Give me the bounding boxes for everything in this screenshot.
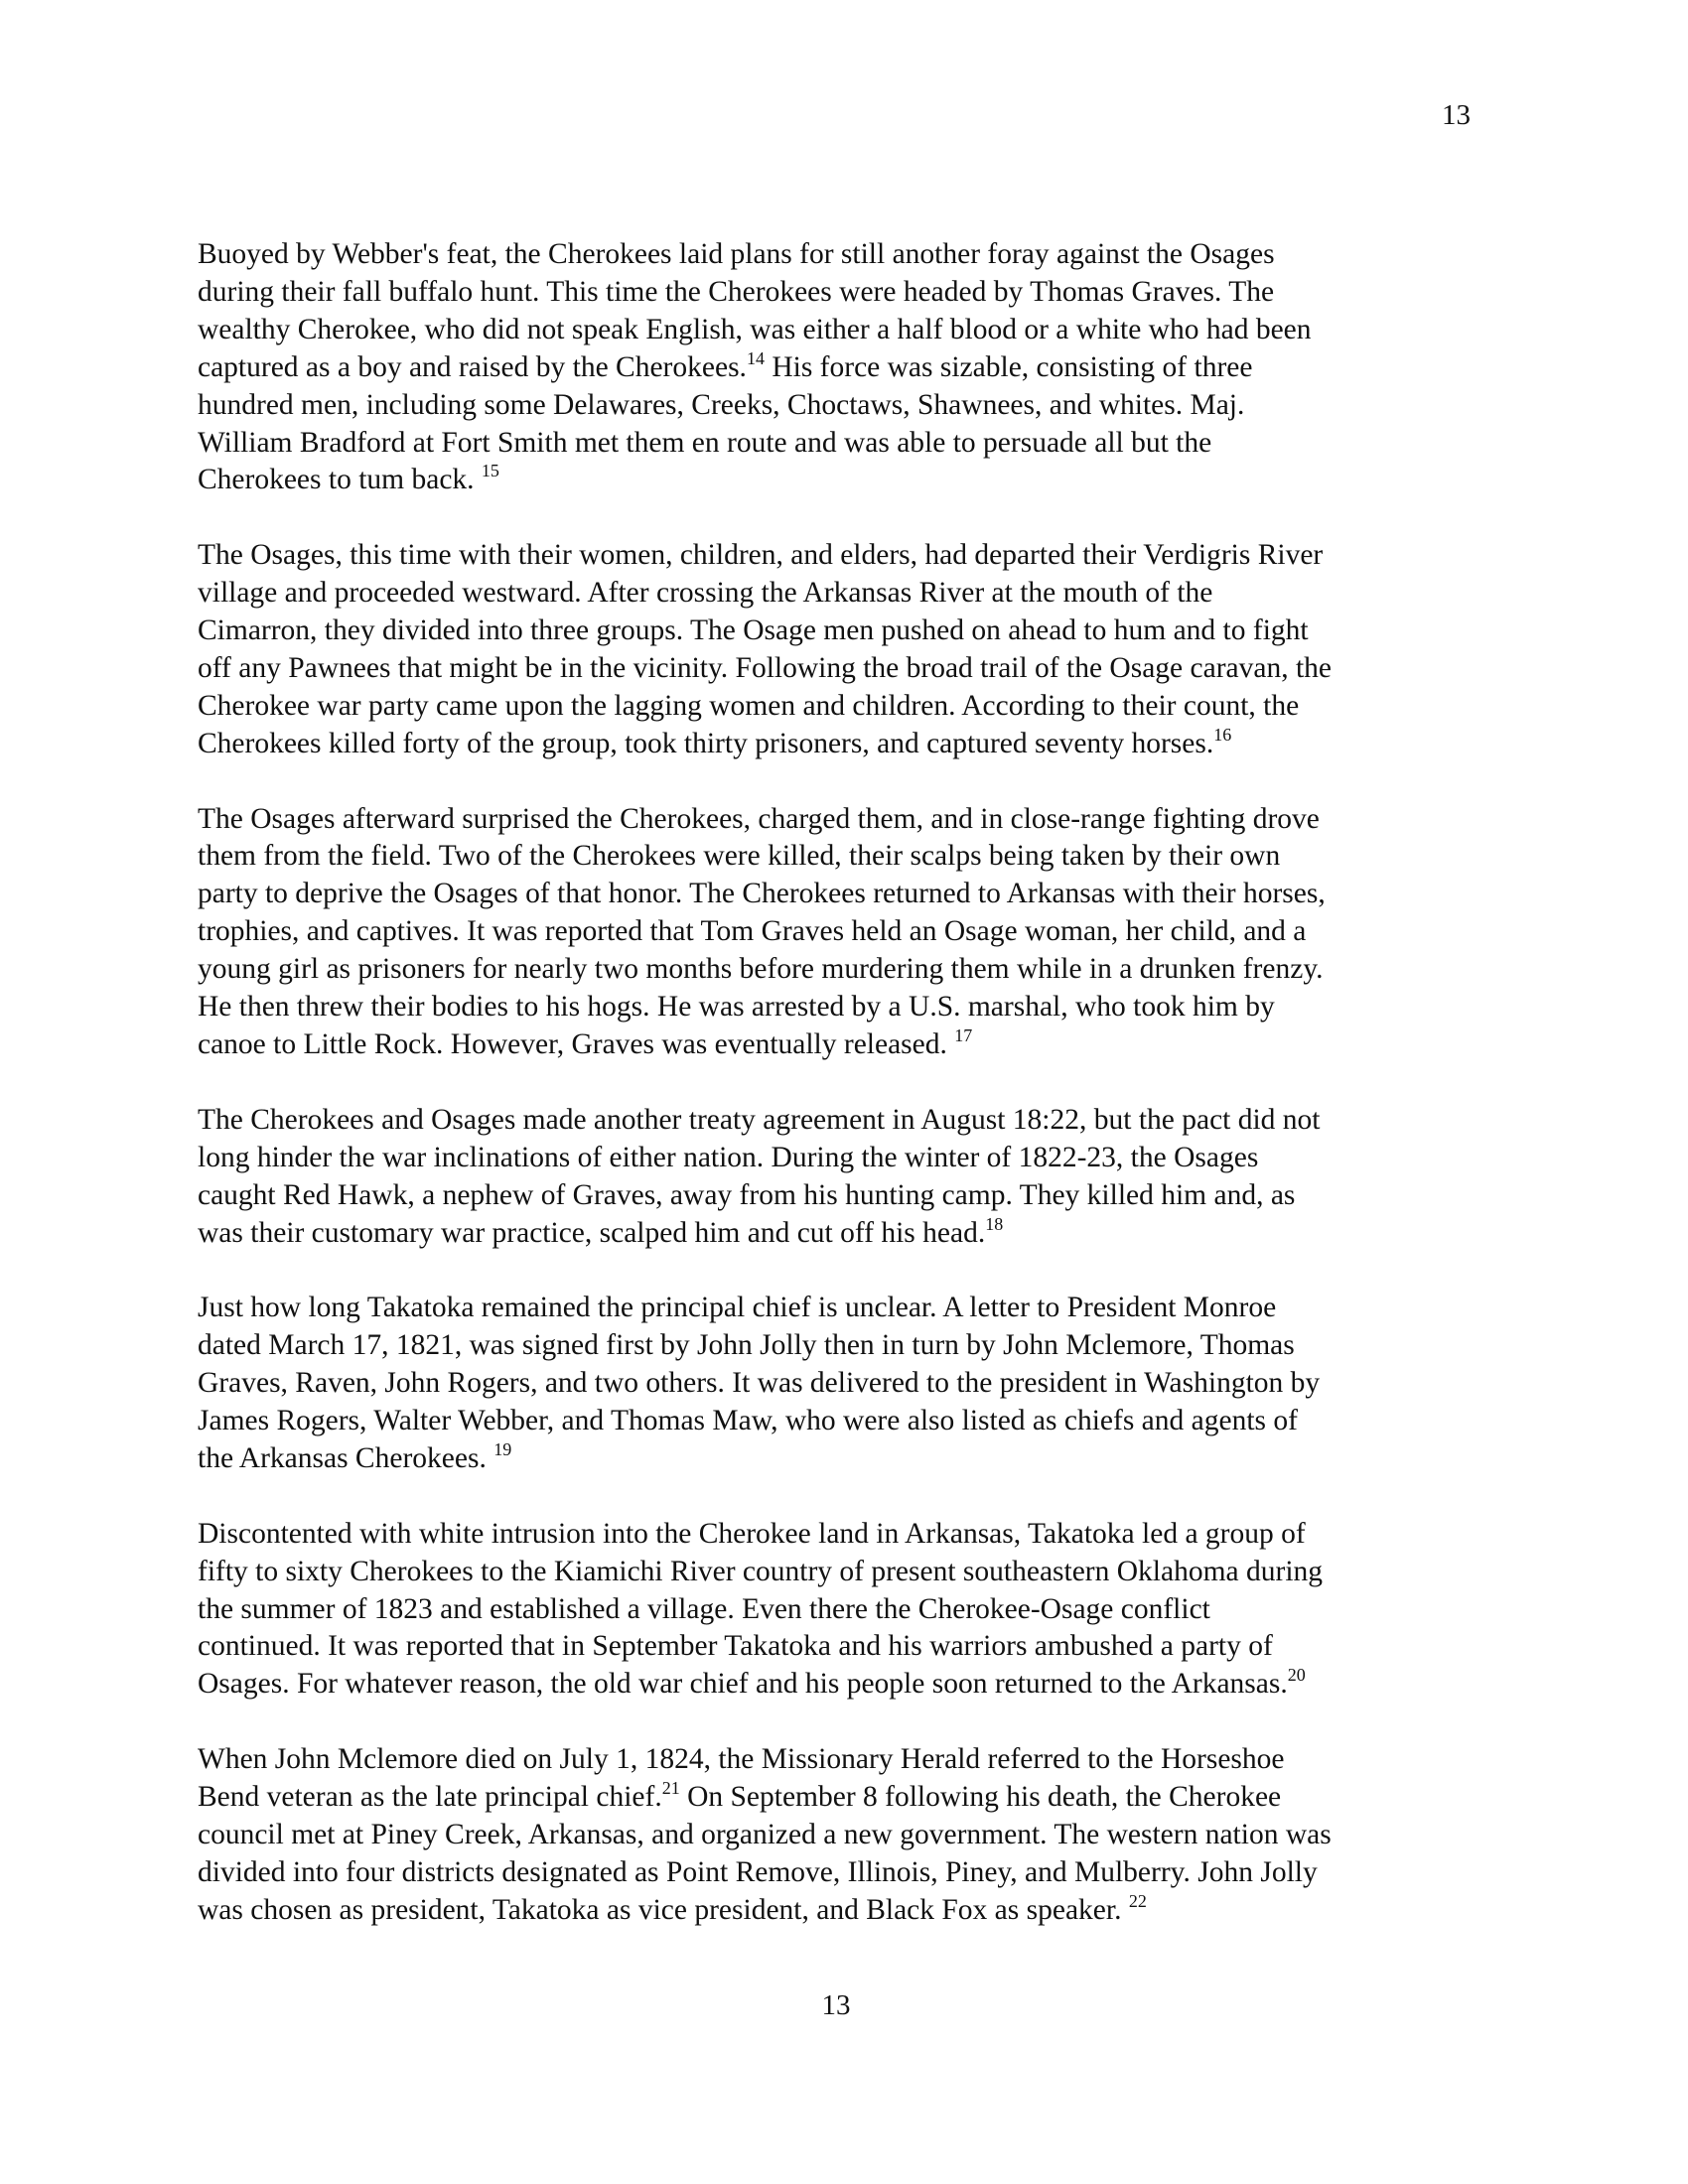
paragraph [198,1102,1332,1253]
line-text: party to deprive the Osages of that honor. The Cherokees returned to Arkansas with their horses, [198,878,1326,910]
line-text: Bend veteran as the late principal chief. [198,1781,662,1814]
line-text: He then threw their bodies to his hogs. He was arrested by a U.S. marshal, who took him by [198,991,1275,1024]
text-line [198,1516,1332,1554]
paragraph [198,236,1332,499]
line-text: The Osages afterward surprised the Cherokees, charged them, and in close-range fighting drove [198,802,1320,835]
text-line [198,1854,1332,1892]
text-line [198,1215,1332,1253]
footnote-reference: 20 [1287,1665,1306,1686]
line-text: the summer of 1823 and established a village. Even there the Cherokee-Osage conflict [198,1592,1210,1625]
line-text: canoe to Little Rock. However, Graves was eventually released. [198,1028,955,1060]
text-line [198,236,1332,274]
text-line [198,913,1332,951]
line-text: dated March 17, 1821, was signed first by John Jolly then in turn by John Mclemore, Thomas [198,1329,1295,1362]
text-line [198,1741,1332,1779]
text-line [198,1779,1332,1817]
text-line [198,274,1332,312]
footnote-reference: 16 [1213,724,1232,745]
line-text: When John Mclemore died on July 1, 1824, the Missionary Herald referred to the Horseshoe [198,1743,1285,1776]
text-line [198,349,1332,387]
line-text: Buoyed by Webber's feat, the Cherokees laid plans for still another foray against the Osages [198,238,1275,270]
footnote-reference: 22 [1128,1890,1147,1911]
line-text-continued: On September 8 following his death, the Cherokee [679,1781,1282,1814]
text-line [198,989,1332,1026]
text-line [198,1666,1332,1704]
line-text: hundred men, including some Delawares, Creeks, Choctaws, Shawnees, and whites. Maj. [198,388,1245,421]
text-line [198,1140,1332,1177]
line-text: was their customary war practice, scalped him and cut off his head. [198,1216,986,1249]
line-text: The Osages, this time with their women, children, and elders, had departed their Verdigris River [198,539,1324,572]
line-text: James Rogers, Walter Webber, and Thomas Maw, who were also listed as chiefs and agents of [198,1405,1298,1437]
footnote-reference: 19 [493,1438,512,1459]
text-line [198,1817,1332,1854]
line-text: council met at Piney Creek, Arkansas, and organized a new government. The western nation was [198,1818,1332,1850]
footnote-reference: 21 [661,1778,680,1799]
text-line [198,801,1332,839]
line-text: divided into four districts designated as Point Remove, Illinois, Piney, and Mulberry. John Jolly [198,1855,1318,1888]
line-text: William Bradford at Fort Smith met them en route and was able to persuade all but the [198,426,1212,459]
line-text: young girl as prisoners for nearly two months before murdering them while in a drunken frenzy. [198,953,1324,986]
paragraph [198,1290,1332,1478]
line-text: Osages. For whatever reason, the old war chief and his people soon returned to the Arkansas. [198,1668,1288,1701]
line-text: was chosen as president, Takatoka as vice president, and Black Fox as speaker. [198,1893,1129,1926]
text-line [198,1403,1332,1440]
text-line [198,650,1332,688]
text-line [198,726,1332,763]
text-line [198,425,1332,463]
footnote-reference: 17 [954,1025,973,1045]
line-text: continued. It was reported that in September Takatoka and his warriors ambushed a party of [198,1630,1273,1663]
page-number-top: 13 [1442,99,1471,131]
line-text: Cimarron, they divided into three groups. The Osage men pushed on ahead to hum and to fight [198,614,1309,647]
line-text: captured as a boy and raised by the Cherokees. [198,350,747,383]
line-text: off any Pawnees that might be in the vicinity. Following the broad trail of the Osage caravan, the [198,651,1333,684]
line-text: the Arkansas Cherokees. [198,1441,494,1474]
text-line [198,1591,1332,1629]
line-text: them from the field. Two of the Cherokees were killed, their scalps being taken by their own [198,840,1281,873]
text-line [198,537,1332,575]
line-text: caught Red Hawk, a nephew of Graves, away from his hunting camp. They killed him and, as [198,1178,1296,1211]
text-line [198,575,1332,613]
line-text-continued: His force was sizable, consisting of three [764,350,1253,383]
text-line [198,1290,1332,1327]
text-line [198,1554,1332,1591]
line-text: village and proceeded westward. After crossing the Arkansas River at the mouth of the [198,577,1213,610]
text-line [198,1327,1332,1365]
text-line [198,1440,1332,1478]
text-line [198,312,1332,349]
text-line [198,876,1332,913]
text-line [198,1628,1332,1666]
text-line [198,951,1332,989]
line-text: during their fall buffalo hunt. This time the Cherokees were headed by Thomas Graves. The [198,275,1275,308]
document-body [198,236,1332,1968]
footnote-reference: 15 [481,461,499,481]
line-text: Cherokees killed forty of the group, took thirty prisoners, and captured seventy horses. [198,727,1214,759]
paragraph [198,1741,1332,1930]
line-text: fifty to sixty Cherokees to the Kiamichi River country of present southeastern Oklahoma during [198,1555,1324,1587]
text-line [198,1892,1332,1930]
line-text: Graves, Raven, John Rogers, and two others. It was delivered to the president in Washington by [198,1367,1321,1400]
line-text: Cherokees to tum back. [198,464,482,496]
paragraph [198,537,1332,762]
footnote-reference: 18 [985,1213,1004,1234]
text-line [198,688,1332,726]
line-text: wealthy Cherokee, who did not speak English, was either a half blood or a white who had been [198,313,1312,345]
text-line [198,613,1332,650]
page-number-bottom: 13 [821,1989,851,2021]
footnote-reference: 14 [746,347,765,368]
paragraph [198,1516,1332,1705]
text-line [198,1102,1332,1140]
line-text: Just how long Takatoka remained the principal chief is unclear. A letter to President Monroe [198,1292,1277,1324]
text-line [198,462,1332,499]
paragraph [198,801,1332,1064]
line-text: Discontented with white intrusion into the Cherokee land in Arkansas, Takatoka led a group of [198,1517,1306,1550]
text-line [198,1177,1332,1215]
text-line [198,1365,1332,1403]
text-line [198,387,1332,425]
line-text: trophies, and captives. It was reported that Tom Graves held an Osage woman, her child, and a [198,915,1307,948]
text-line [198,1026,1332,1064]
line-text: long hinder the war inclinations of either nation. During the winter of 1822-23, the Osages [198,1141,1259,1173]
line-text: Cherokee war party came upon the lagging women and children. According to their count, the [198,689,1300,722]
line-text: The Cherokees and Osages made another treaty agreement in August 18:22, but the pact did not [198,1103,1321,1136]
text-line [198,838,1332,876]
